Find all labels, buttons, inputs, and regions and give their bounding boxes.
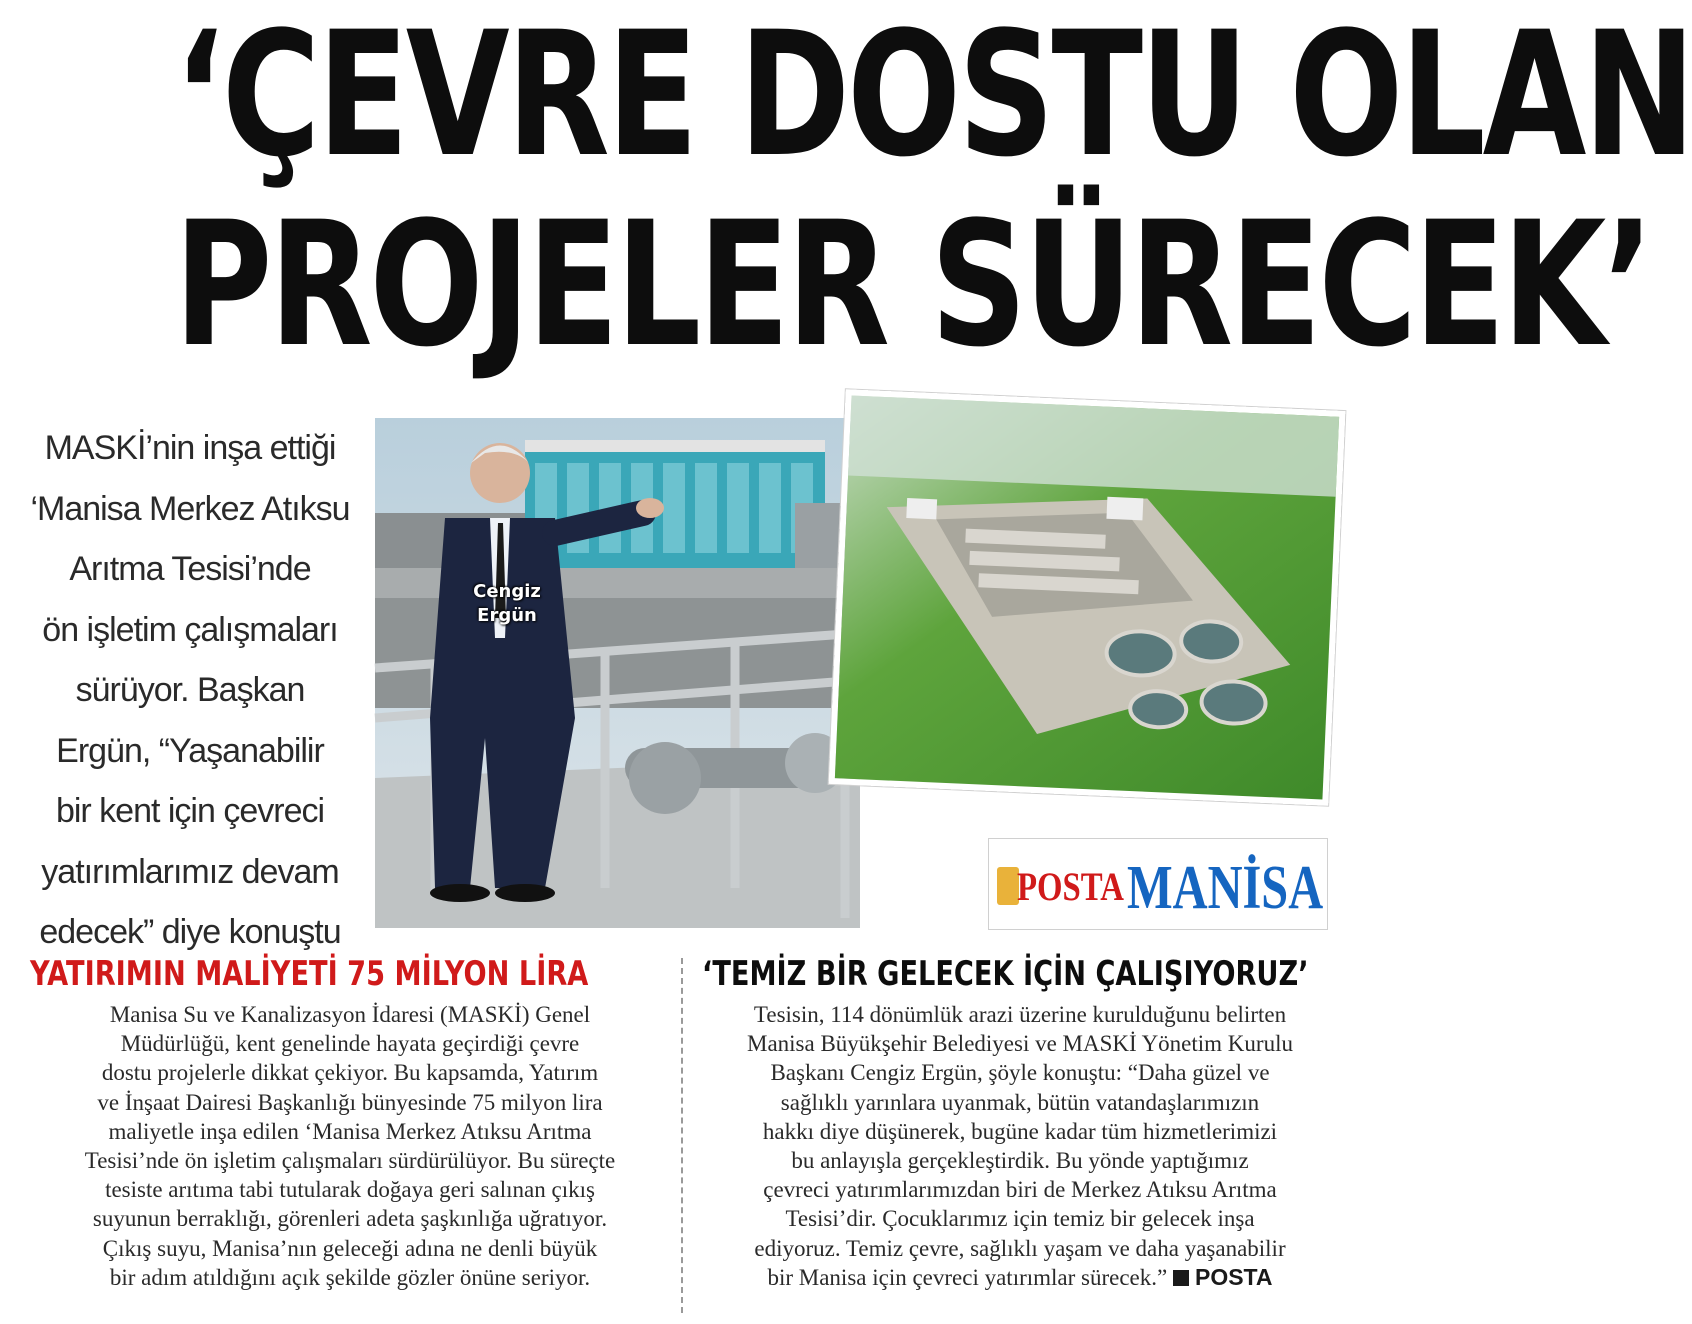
headline	[174, 0, 1692, 385]
body-line: ve İnşaat Dairesi Başkanlığı bünyesinde 75 milyon lira	[97, 1089, 603, 1115]
lede-line: Arıtma Tesisi’nde	[69, 550, 311, 588]
body-line: suyunun berraklığı, görenleri adeta şaşkınlığa uğratıyor.	[92, 1206, 608, 1232]
column-divider	[681, 958, 683, 1313]
square-bullet-icon	[1173, 1270, 1189, 1286]
lede-line: MASKİ’nin inşa ettiği	[44, 429, 336, 467]
lede-line: ‘Manisa Merkez Atıksu	[30, 489, 350, 528]
body-line: dostu projelerle dikkat çekiyor. Bu kapsamda, Yatırım	[101, 1060, 599, 1086]
logo-emblem-icon	[997, 867, 1019, 905]
body-line: bu anlayışla gerçekleştirdik. Bu yönde yaptığımız	[791, 1148, 1249, 1174]
right-column-body	[692, 1000, 1348, 1292]
official-photo-illustration	[375, 418, 860, 928]
photo-caption-line-2: Ergün	[477, 605, 537, 626]
headline-line-2: PROJELER SÜRECEK’	[174, 184, 1652, 385]
left-column-body	[30, 1000, 670, 1292]
left-column-title: YATIRIMIN MALİYETİ 75 MİLYON LİRA	[30, 954, 589, 994]
body-line: tesiste arıtıma tabi tutularak doğaya geri salınan çıkış	[105, 1177, 595, 1203]
body-line: Tesisin, 114 dönümlük arazi üzerine kurulduğunu belirten	[753, 1002, 1287, 1027]
aerial-photo-illustration	[835, 396, 1339, 800]
body-line: hakkı diye düşünerek, bugüne kadar tüm hizmetlerimizi	[762, 1118, 1278, 1144]
body-line: bir Manisa için çevreci yatırımlar sürecek.”	[767, 1264, 1168, 1290]
body-line: Müdürlüğü, kent genelinde hayata geçirdiği çevre	[120, 1031, 580, 1057]
lede-line: edecek” diye konuştu	[39, 913, 341, 951]
body-line: Başkanı Cengiz Ergün, şöyle konuştu: “Daha güzel ve	[770, 1060, 1270, 1086]
logo-manisa: MANİSA	[1127, 854, 1324, 922]
photo-caption-line-1: Cengiz	[473, 581, 541, 602]
body-line: Manisa Su ve Kanalizasyon İdaresi (MASKİ) Genel	[109, 1002, 591, 1027]
lede-line: yatırımlarımız devam	[41, 852, 339, 891]
posta-manisa-logo	[988, 838, 1328, 930]
body-line: Tesisi’dir. Çocuklarımız için temiz bir gelecek inşa	[785, 1206, 1255, 1232]
photo-caption	[467, 580, 547, 628]
body-line: çevreci yatırımlarımızdan biri de Merkez Atıksu Arıtma	[763, 1177, 1277, 1203]
lede-line: ön işletim çalışmaları	[42, 610, 338, 649]
body-line: Çıkış suyu, Manisa’nın geleceği adına ne denli büyük	[102, 1235, 598, 1261]
body-line-last	[692, 1263, 1348, 1292]
logo-posta: POSTA	[1017, 864, 1124, 909]
lede-line: Ergün, “Yaşanabilir	[56, 731, 324, 770]
posta-signature	[1173, 1264, 1273, 1290]
signature-text: POSTA	[1194, 1263, 1273, 1290]
body-line: ediyoruz. Temiz çevre, sağlıklı yaşam ve daha yaşanabilir	[754, 1235, 1286, 1261]
lede-line: bir kent için çevreci	[55, 792, 325, 830]
headline-line-1: ‘ÇEVRE DOSTU OLAN	[174, 0, 1692, 195]
right-column-title: ‘TEMİZ BİR GELECEK İÇİN ÇALIŞIYORUZ’	[702, 954, 1309, 994]
body-line: Tesisi’nde ön işletim çalışmaları sürdürülüyor. Bu süreçte	[84, 1148, 616, 1174]
body-line: Manisa Büyükşehir Belediyesi ve MASKİ Yönetim Kurulu	[747, 1031, 1293, 1057]
body-line: bir adım atıldığını açık şekilde gözler önüne seriyor.	[109, 1264, 591, 1290]
body-line: sağlıklı yarınlara uyanmak, bütün vatandaşlarımızın	[780, 1089, 1260, 1115]
aerial-photo	[829, 389, 1346, 805]
lede-line: sürüyor. Başkan	[75, 671, 305, 709]
body-line: maliyetle inşa edilen ‘Manisa Merkez Atıksu Arıtma	[108, 1118, 592, 1144]
lede	[14, 418, 366, 963]
official-photo	[375, 418, 860, 928]
